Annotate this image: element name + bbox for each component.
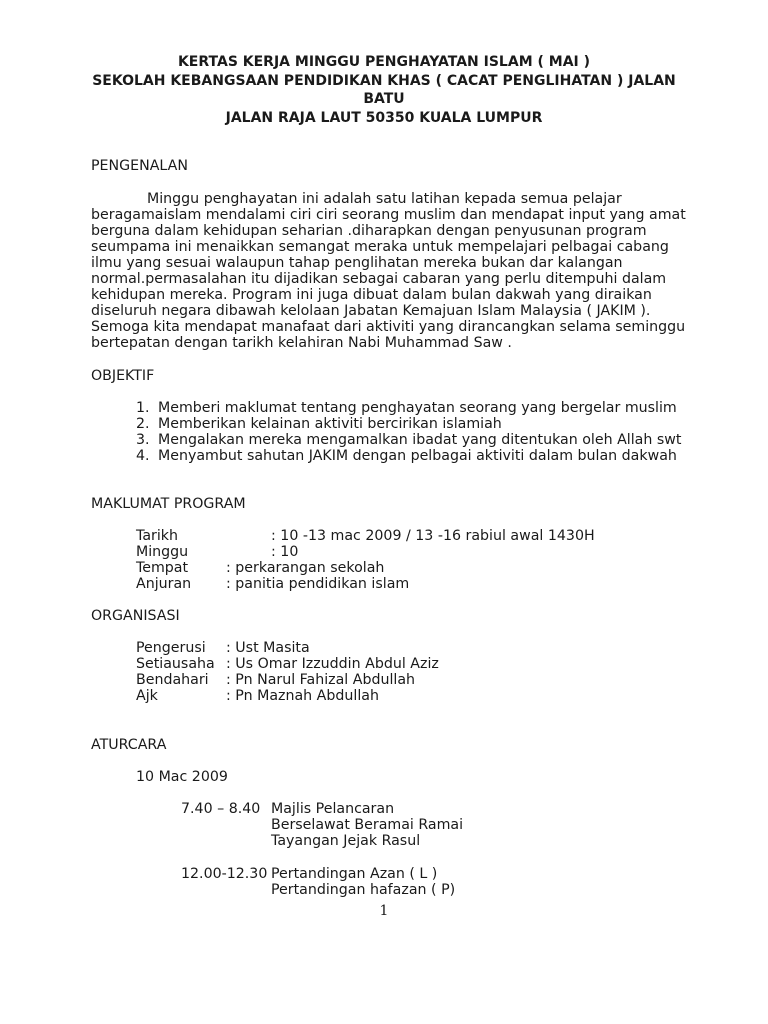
title-line-1: KERTAS KERJA MINGGU PENGHAYATAN ISLAM ( MAI ) [177,54,591,70]
schedule-item: Pertandingan hafazan ( P) [271,882,456,898]
paragraph-line: bertepatan dengan tarikh kelahiran Nabi Muhammad Saw . [91,335,512,351]
row-value: : perkarangan sekolah [226,560,385,576]
paragraph-line: berguna dalam kehidupan seharian .diharapkan dengan penyusunan program [91,223,647,239]
row-key: Setiausaha [136,656,215,672]
organisasi-heading: ORGANISASI [91,608,180,624]
list-item [136,448,681,464]
paragraph-line: kehidupan mereka. Program ini juga dibuat dalam bulan dakwah yang diraikan [91,287,652,303]
paragraph-line: normal.permasalahan itu dijadikan sebagai cabaran yang perlu ditempuhi dalam [91,271,667,287]
list-item [136,400,681,416]
maklumat-heading: MAKLUMAT PROGRAM [91,496,246,512]
row-value: : panitia pendidikan islam [226,576,410,592]
row-key: Tarikh [136,528,178,544]
pengenalan-paragraph [91,191,686,351]
list-text: Mengalakan mereka mengamalkan ibadat yang ditentukan oleh Allah swt [158,432,682,448]
paragraph-line: diseluruh negara dibawah kelolaan Jabatan Kemajuan Islam Malaysia ( JAKIM ). [91,303,651,319]
list-number: 3. [136,432,150,448]
objektif-list [136,400,681,464]
row-key: Minggu [136,544,189,560]
row-value: : Pn Maznah Abdullah [226,688,379,704]
schedule-time: 7.40 – 8.40 [181,801,261,817]
document-title [90,53,678,127]
paragraph-line: seumpama ini menaikkan semangat meraka untuk mempelajari pelbagai cabang [91,239,669,255]
schedule-item: Tayangan Jejak Rasul [271,833,421,849]
paragraph-line: Minggu penghayatan ini adalah satu latihan kepada semua pelajar [147,191,622,207]
schedule-item: Majlis Pelancaran [271,801,395,817]
list-text: Menyambut sahutan JAKIM dengan pelbagai aktiviti dalam bulan dakwah [158,448,677,464]
title-line-2: SEKOLAH KEBANGSAAN PENDIDIKAN KHAS ( CACAT PENGLIHATAN ) JALAN [92,72,676,89]
paragraph-line: ilmu yang sesuai walaupun tahap penglihatan mereka bukan dar kalangan [91,255,623,271]
list-number: 2. [136,416,150,432]
list-number: 1. [136,400,150,416]
row-value: : 10 -13 mac 2009 / 13 -16 rabiul awal 1430H [271,528,595,544]
schedule-item: Pertandingan Azan ( L ) [271,866,438,882]
schedule-time: 12.00-12.30 [181,866,268,882]
objektif-heading: OBJEKTIF [91,368,155,384]
row-key: Pengerusi [136,640,206,656]
list-text: Memberi maklumat tentang penghayatan seorang yang bergelar muslim [158,400,677,416]
title-line-3: BATU [363,91,405,107]
row-value: : Ust Masita [226,640,310,656]
list-number: 4. [136,448,150,464]
row-key: Ajk [136,688,158,704]
list-text: Memberikan kelainan aktiviti bercirikan islamiah [158,416,502,432]
row-key: Tempat [136,560,189,576]
row-value: : Pn Narul Fahizal Abdullah [226,672,416,688]
aturcara-date: 10 Mac 2009 [136,769,228,785]
pengenalan-heading: PENGENALAN [91,158,188,174]
row-value: : 10 [271,544,299,560]
row-key: Anjuran [136,576,192,592]
page-number: 1 [379,903,389,919]
paragraph-line: Semoga kita mendapat manafaat dari aktiviti yang dirancangkan selama seminggu [91,319,686,335]
schedule-item: Berselawat Beramai Ramai [271,817,464,833]
aturcara-heading: ATURCARA [91,737,167,753]
list-item [136,432,681,448]
row-key: Bendahari [136,672,209,688]
paragraph-line: beragamaislam mendalami ciri ciri seorang muslim dan mendapat input yang amat [91,207,686,223]
row-value: : Us Omar Izzuddin Abdul Aziz [226,656,439,672]
list-item [136,416,681,432]
title-line-4: JALAN RAJA LAUT 50350 KUALA LUMPUR [225,109,543,126]
